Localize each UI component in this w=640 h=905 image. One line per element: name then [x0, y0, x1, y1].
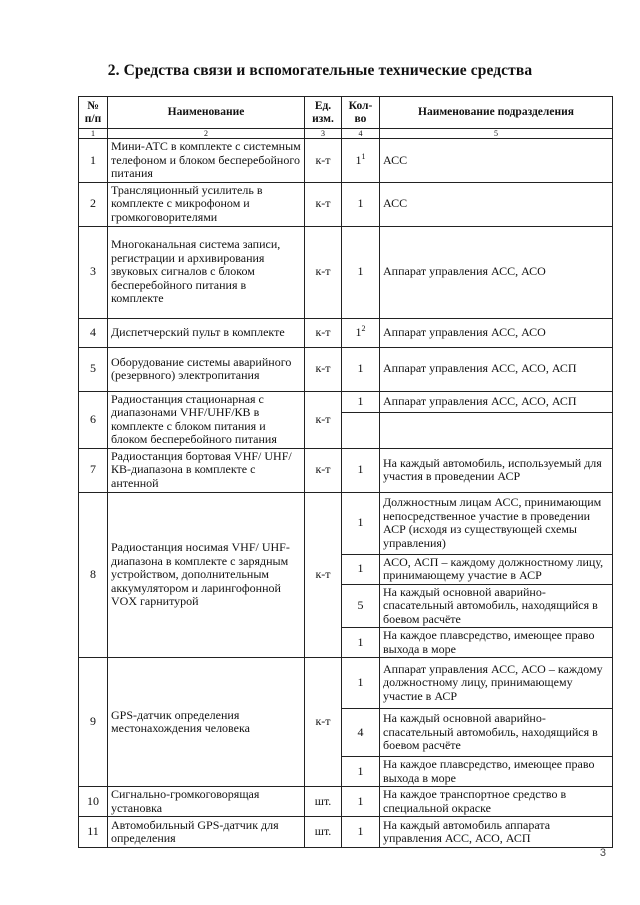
- quantity-cell: [342, 226, 380, 318]
- row-number: 8: [79, 492, 108, 658]
- row-number: 2: [79, 182, 108, 226]
- footnote-mark: 2: [361, 323, 366, 333]
- quantity-value: 1: [357, 462, 364, 477]
- table-row: [79, 658, 613, 709]
- quantity-cell: [342, 413, 380, 448]
- item-name: Трансляционный усилитель в комплекте с микрофоном и громкоговорителями: [108, 182, 305, 226]
- equipment-table: [78, 96, 613, 848]
- department-cell: АСО, АСП – каждому должностному лицу, принимающему участие в АСР: [380, 554, 613, 584]
- header-unit: Ед. изм.: [305, 97, 342, 129]
- quantity-value: 1: [357, 561, 364, 576]
- quantity-value: 1: [357, 634, 364, 649]
- quantity-cell: [342, 448, 380, 492]
- column-number: 5: [380, 129, 613, 139]
- quantity-cell: [342, 139, 380, 183]
- unit-cell: к-т: [305, 492, 342, 658]
- department-cell: На каждое транспортное средство в специальной окраске: [380, 787, 613, 817]
- quantity-value: 1: [357, 196, 364, 211]
- unit-cell: к-т: [305, 448, 342, 492]
- column-number: 2: [108, 129, 305, 139]
- quantity-cell: [342, 391, 380, 413]
- unit-cell: к-т: [305, 391, 342, 448]
- department-cell: На каждое плавсредство, имеющее право выхода в море: [380, 757, 613, 787]
- row-number: 9: [79, 658, 108, 787]
- department-cell: Аппарат управления АСС, АСО: [380, 318, 613, 347]
- department-cell: Должностным лицам АСС, принимающим непосредственное участие в проведении АСР (исходя из существующей схемы управления): [380, 492, 613, 554]
- department-cell: АСС: [380, 139, 613, 183]
- column-number: 1: [79, 129, 108, 139]
- quantity-cell: [342, 554, 380, 584]
- table-row: [79, 448, 613, 492]
- header-dept: Наименование подразделения: [380, 97, 613, 129]
- quantity-cell: [342, 182, 380, 226]
- table-row: [79, 139, 613, 183]
- footnote-mark: 1: [361, 151, 366, 161]
- quantity-cell: [342, 492, 380, 554]
- quantity-value: 1: [357, 394, 364, 409]
- table-row: [79, 787, 613, 817]
- column-number-row: [79, 129, 613, 139]
- department-cell: На каждое плавсредство, имеющее право выхода в море: [380, 628, 613, 658]
- row-number: 6: [79, 391, 108, 448]
- quantity-cell: [342, 584, 380, 628]
- quantity-cell: [342, 347, 380, 391]
- department-cell: На каждый автомобиль аппарата управления АСС, АСО, АСП: [380, 817, 613, 848]
- table-row: [79, 318, 613, 347]
- section-title: 2. Средства связи и вспомогательные технические средства: [107, 62, 533, 79]
- page-number: 3: [599, 847, 606, 859]
- row-number: 5: [79, 347, 108, 391]
- header-no: № п/п: [79, 97, 108, 129]
- column-number: 4: [342, 129, 380, 139]
- row-number: 11: [79, 817, 108, 848]
- quantity-value: 1: [357, 361, 364, 376]
- row-number: 7: [79, 448, 108, 492]
- quantity-value: 1: [357, 824, 364, 839]
- row-number: 3: [79, 226, 108, 318]
- item-name: Оборудование системы аварийного (резервного) электропитания: [108, 347, 305, 391]
- unit-cell: шт.: [305, 817, 342, 848]
- item-name: Сигнально-громкоговорящая установка: [108, 787, 305, 817]
- quantity-value: 1: [357, 763, 364, 778]
- table-body: [79, 97, 613, 848]
- unit-cell: шт.: [305, 787, 342, 817]
- unit-cell: к-т: [305, 347, 342, 391]
- quantity-cell: [342, 709, 380, 757]
- unit-cell: к-т: [305, 226, 342, 318]
- department-cell: АСС: [380, 182, 613, 226]
- department-cell: На каждый основной аварийно-спасательный автомобиль, находящийся в боевом расчёте: [380, 709, 613, 757]
- quantity-cell: [342, 757, 380, 787]
- item-name: GPS-датчик определения местонахождения человека: [108, 658, 305, 787]
- table-row: [79, 182, 613, 226]
- department-cell: [380, 413, 613, 448]
- row-number: 4: [79, 318, 108, 347]
- item-name: Радиостанция стационарная с диапазонами VHF/UHF/КВ в комплекте с блоком питания и блоком бесперебойного питания: [108, 391, 305, 448]
- department-cell: Аппарат управления АСС, АСО, АСП: [380, 391, 613, 413]
- quantity-value: 5: [357, 598, 364, 612]
- unit-cell: к-т: [305, 658, 342, 787]
- table-row: [79, 492, 613, 554]
- item-name: Мини-АТС в комплекте с системным телефоном и блоком бесперебойного питания: [108, 139, 305, 183]
- row-number: 10: [79, 787, 108, 817]
- column-number: 3: [305, 129, 342, 139]
- department-cell: Аппарат управления АСС, АСО – каждому должностному лицу, принимающему участие в АСР: [380, 658, 613, 709]
- table-row: [79, 391, 613, 413]
- quantity-cell: [342, 658, 380, 709]
- table-row: [79, 226, 613, 318]
- quantity-value: 1: [357, 793, 364, 808]
- department-cell: На каждый автомобиль, используемый для участия в проведении АСР: [380, 448, 613, 492]
- quantity-cell: [342, 318, 380, 347]
- department-cell: На каждый основной аварийно-спасательный автомобиль, находящийся в боевом расчёте: [380, 584, 613, 628]
- quantity-value: 1: [357, 264, 364, 279]
- department-cell: Аппарат управления АСС, АСО: [380, 226, 613, 318]
- department-cell: Аппарат управления АСС, АСО, АСП: [380, 347, 613, 391]
- item-name: Диспетчерский пульт в комплекте: [108, 318, 305, 347]
- quantity-cell: [342, 628, 380, 658]
- unit-cell: к-т: [305, 139, 342, 183]
- item-name: Автомобильный GPS-датчик для определения: [108, 817, 305, 848]
- unit-cell: к-т: [305, 182, 342, 226]
- quantity-value: 1: [355, 324, 362, 339]
- quantity-value: 4: [357, 724, 364, 739]
- header-qty: Кол-во: [342, 97, 380, 129]
- item-name: Многоканальная система записи, регистрации и архивирования звуковых сигналов с блоком бесперебойного питания в комплекте: [108, 226, 305, 318]
- table-row: [79, 347, 613, 391]
- unit-cell: к-т: [305, 318, 342, 347]
- quantity-value: 1: [357, 515, 364, 530]
- item-name: Радиостанция бортовая VHF/ UHF/КВ-диапазона в комплекте с антенной: [108, 448, 305, 492]
- header-name: Наименование: [108, 97, 305, 129]
- quantity-cell: [342, 817, 380, 848]
- row-number: 1: [79, 139, 108, 183]
- quantity-value: 1: [355, 152, 362, 167]
- table-row: [79, 817, 613, 848]
- quantity-value: 1: [357, 675, 364, 690]
- quantity-cell: [342, 787, 380, 817]
- item-name: Радиостанция носимая VHF/ UHF-диапазона в комплекте с зарядным устройством, дополнительным аккумулятором и ларингофонной VOX гарнитурой: [108, 492, 305, 658]
- table-header-row: [79, 97, 613, 129]
